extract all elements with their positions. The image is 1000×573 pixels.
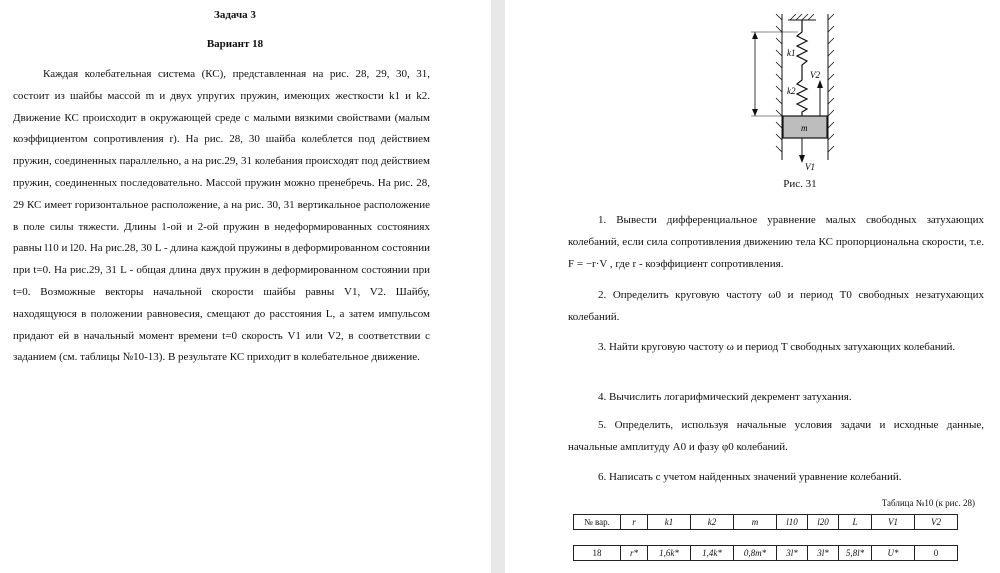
header-cell: № вар. <box>574 515 621 530</box>
params-value-table <box>573 545 958 561</box>
task-title: Задача 3 <box>214 9 256 21</box>
label-v2: V2 <box>810 70 820 80</box>
header-cell: V2 <box>915 515 958 530</box>
page-gutter <box>491 0 505 573</box>
variant-title: Вариант 18 <box>206 38 264 50</box>
header-cell: r <box>621 515 648 530</box>
task-2: 2. Определить круговую частоту ω0 и период T0 свободных незатухающих колебаний. <box>568 289 984 323</box>
figure-caption: Рис. 31 <box>783 178 817 190</box>
value-cell: U* <box>872 546 915 561</box>
task-3: 3. Найти круговую частоту ω и период T свободных затухающих колебаний. <box>598 341 956 353</box>
spring-mass-diagram <box>740 10 850 200</box>
value-cell: 18 <box>574 546 621 561</box>
header-cell: k2 <box>691 515 734 530</box>
label-k2: k2 <box>787 86 796 96</box>
header-cell: l20 <box>808 515 839 530</box>
task-5: 5. Определить, используя начальные условия задачи и исходные данные, начальные амплитуду A0 и фазу φ0 колебаний. <box>568 419 984 453</box>
params-header-table <box>573 514 958 530</box>
label-k1: k1 <box>787 48 796 58</box>
value-cell: r* <box>621 546 648 561</box>
task-4: 4. Вычислить логарифмический декремент затухания. <box>598 391 852 403</box>
value-cell: 0 <box>915 546 958 561</box>
problem-description: Каждая колебательная система (КС), представленная на рис. 28, 29, 30, 31, состоит из шайбы массой m и двух упругих пружин, имеющих жесткости k1 и k2. Движение КС происходит в окружающей среде с малыми вязкими свойствами (малым коэффициентом сопротивления r). На рис. 28, 30 шайба колеблется под действием пружин, соединенных параллельно, а на рис.29, 31 колебания происходят под действием пружин, соединенных последовательно. Массой пружин можно пренебречь. На рис. 28, 29 КС имеет горизонтальное расположение, а на рис. 30, 31 вертикальное расположение в поле силы тяжести. Длины 1-ой и 2-ой пружин в недеформированных состояниях равны l10 и l20. На рис.28, 30 L - длина каждой пружины в деформированном состоянии при t=0. На рис.29, 31 L - общая длина двух пружин в деформированном состоянии при t=0. Возможные векторы начальной скорости шайбы равны V1, V2. Шайбу, находящуюся в положении равновесия, смещают до расстояния L, а затем импульсом придают ей в начальный момент времени t=0 скорость V1 или V2, в соответствии с заданием (см. таблицы №10-13). В результате КС приходит в колебательное движение. <box>13 68 430 364</box>
header-cell: l10 <box>777 515 808 530</box>
value-cell: 0,8m* <box>734 546 777 561</box>
header-cell: L <box>839 515 872 530</box>
left-wall-hatch <box>776 14 782 152</box>
value-cell: 5,8l* <box>839 546 872 561</box>
task-6: 6. Написать с учетом найденных значений уравнение колебаний. <box>598 471 902 483</box>
value-cell: 1,6k* <box>648 546 691 561</box>
spring-k2 <box>797 70 807 116</box>
label-v1: V1 <box>805 162 815 172</box>
value-cell: 3l* <box>808 546 839 561</box>
right-page <box>505 0 1000 573</box>
left-page <box>0 0 491 573</box>
table-header-row <box>574 515 958 530</box>
table-title: Таблица №10 (к рис. 28) <box>881 498 975 508</box>
value-cell: 3l* <box>777 546 808 561</box>
table-row <box>574 546 958 561</box>
header-cell: V1 <box>872 515 915 530</box>
right-wall-hatch <box>828 14 834 152</box>
value-cell: 1,4k* <box>691 546 734 561</box>
task-1: 1. Вывести дифференциальное уравнение малых свободных затухающих колебаний, если сила сопротивления движению тела КС пропорциональна скорости, т.е. F = −r·V , где r - коэффициент сопротивления. <box>568 214 984 270</box>
ceiling-hatch <box>790 14 814 20</box>
label-m: m <box>801 123 808 133</box>
header-cell: m <box>734 515 777 530</box>
header-cell: k1 <box>648 515 691 530</box>
spring-k1 <box>797 20 807 70</box>
